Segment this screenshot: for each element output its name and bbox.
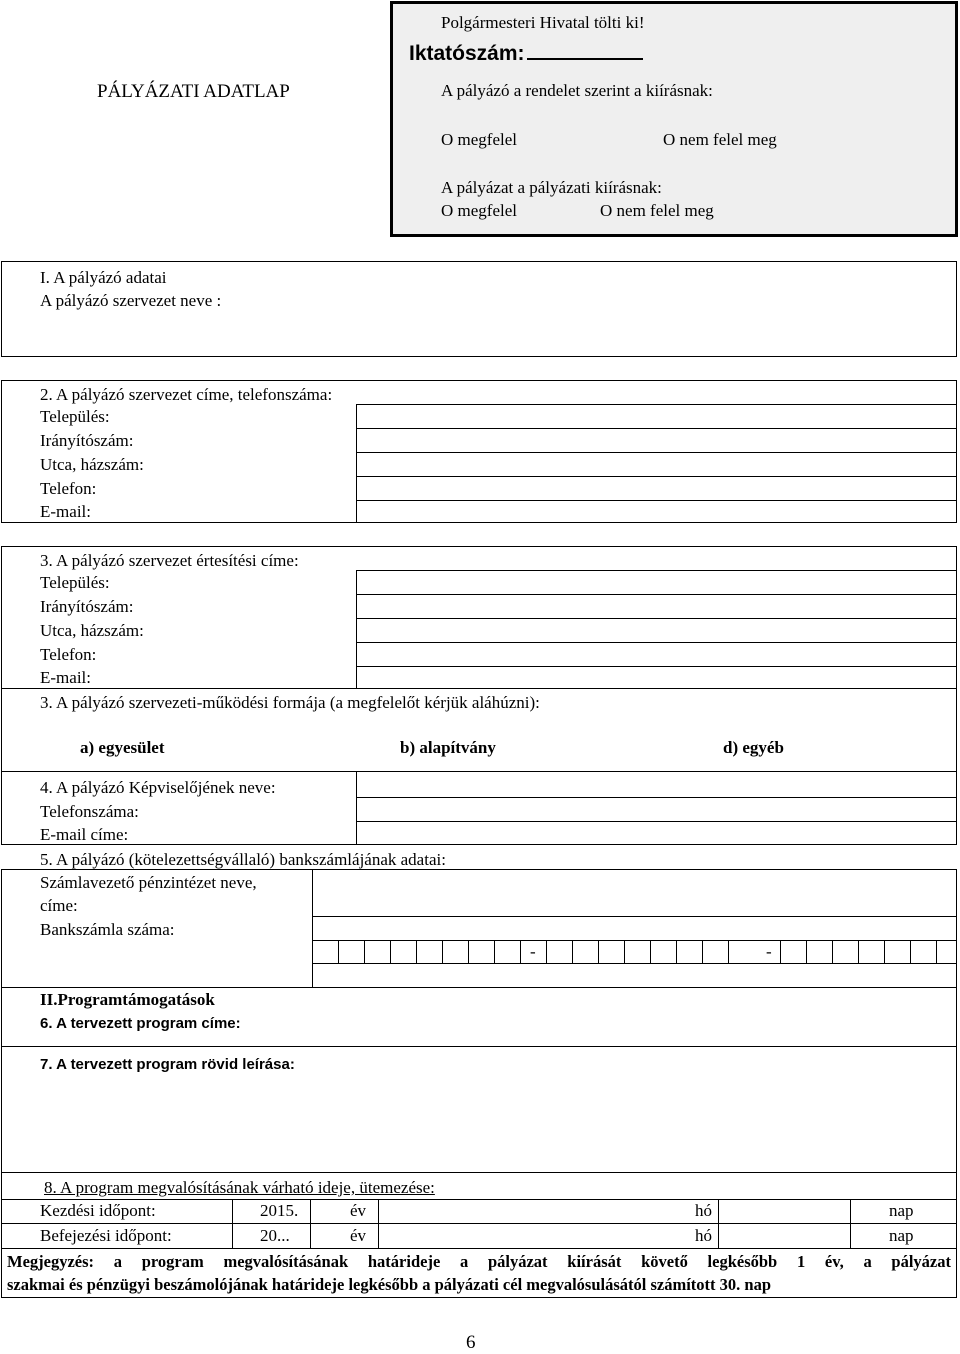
representative-phone-label: Telefonszáma:	[40, 802, 139, 821]
section4-heading: 4. A pályázó Képviselőjének neve:	[40, 778, 276, 797]
org-name-field[interactable]	[1, 261, 957, 357]
eligibility-q1-no[interactable]: O nem felel meg	[663, 130, 777, 149]
eligibility-q1-yes[interactable]: O megfelel	[441, 130, 517, 149]
representative-email-label: E-mail címe:	[40, 825, 129, 844]
section3b-heading: 3. A pályázó szervezeti-működési formája (a megfelelőt kérjük aláhúzni):	[40, 693, 540, 712]
end-year-unit: év	[350, 1226, 367, 1245]
program-title-field[interactable]	[1, 987, 957, 1047]
start-year-unit: év	[350, 1201, 367, 1220]
section5-heading: 5. A pályázó (kötelezettségvállaló) bankszámlájának adatai:	[40, 850, 446, 869]
form-title: PÁLYÁZATI ADATLAP	[97, 81, 290, 102]
section3-field-street: Utca, házszám:	[40, 621, 144, 640]
eligibility-q2-no[interactable]: O nem felel meg	[600, 201, 714, 220]
section2-field-email: E-mail:	[40, 502, 91, 521]
start-month-unit: hó	[695, 1201, 712, 1220]
start-year-value[interactable]: 2015.	[260, 1201, 299, 1220]
bank-address-label: címe:	[40, 896, 78, 915]
start-date-label: Kezdési időpont:	[40, 1201, 156, 1220]
account-separator-2: -	[766, 942, 772, 961]
org-form-option-association[interactable]: a) egyesület	[80, 738, 165, 757]
section2-field-zip: Irányítószám:	[40, 431, 134, 450]
section3-field-phone: Telefon:	[40, 645, 97, 664]
end-month-unit: hó	[695, 1226, 712, 1245]
section2-field-phone: Telefon:	[40, 479, 97, 498]
section2-heading: 2. A pályázó szervezet címe, telefonszáma:	[40, 385, 333, 404]
account-number-grid[interactable]	[312, 940, 956, 963]
account-number-label: Bankszámla száma:	[40, 920, 175, 939]
account-separator-1: -	[530, 942, 536, 961]
program-title-label: 6. A tervezett program címe:	[40, 1015, 241, 1032]
program-description-field[interactable]	[1, 1047, 957, 1173]
org-name-label: A pályázó szervezet neve :	[40, 291, 222, 310]
end-day-unit: nap	[889, 1226, 914, 1245]
registration-number-label: Iktatószám:	[409, 40, 643, 67]
section3-field-zip: Irányítószám:	[40, 597, 134, 616]
page-number: 6	[466, 1332, 476, 1353]
office-use-box	[390, 1, 958, 237]
section8-heading: 8. A program megvalósításának várható ideje, ütemezése:	[44, 1178, 435, 1197]
eligibility-question-2: A pályázat a pályázati kiírásnak:	[441, 178, 662, 197]
section3-heading: 3. A pályázó szervezet értesítési címe:	[40, 551, 299, 570]
note-line-2: szakmai és pénzügyi beszámolójának határideje legkésőbb a pályázati cél megvalósulásától számított 30. nap	[7, 1275, 772, 1294]
eligibility-question-1: A pályázó a rendelet szerint a kiírásnak:	[441, 81, 713, 100]
office-note: Polgármesteri Hivatal tölti ki!	[441, 13, 645, 32]
org-form-option-other[interactable]: d) egyéb	[723, 738, 784, 757]
section1-heading: I. A pályázó adatai	[40, 268, 167, 287]
org-form-option-foundation[interactable]: b) alapítvány	[400, 738, 496, 757]
section2-field-settlement: Település:	[40, 407, 110, 426]
note-line-1: Megjegyzés: a program megvalósításának határideje a pályázat kiírását követő legkésőbb 1 év, a pályázat	[7, 1252, 951, 1271]
section2-field-street: Utca, házszám:	[40, 455, 144, 474]
end-date-label: Befejezési időpont:	[40, 1226, 172, 1245]
section3-field-settlement: Település:	[40, 573, 110, 592]
eligibility-q2-yes[interactable]: O megfelel	[441, 201, 517, 220]
program-description-label: 7. A tervezett program rövid leírása:	[40, 1056, 295, 1073]
program-section-heading: II.Programtámogatások	[40, 990, 215, 1009]
start-day-unit: nap	[889, 1201, 914, 1220]
bank-name-label: Számlavezető pénzintézet neve,	[40, 873, 257, 892]
section3-field-email: E-mail:	[40, 668, 91, 687]
end-year-value[interactable]: 20...	[260, 1226, 290, 1245]
